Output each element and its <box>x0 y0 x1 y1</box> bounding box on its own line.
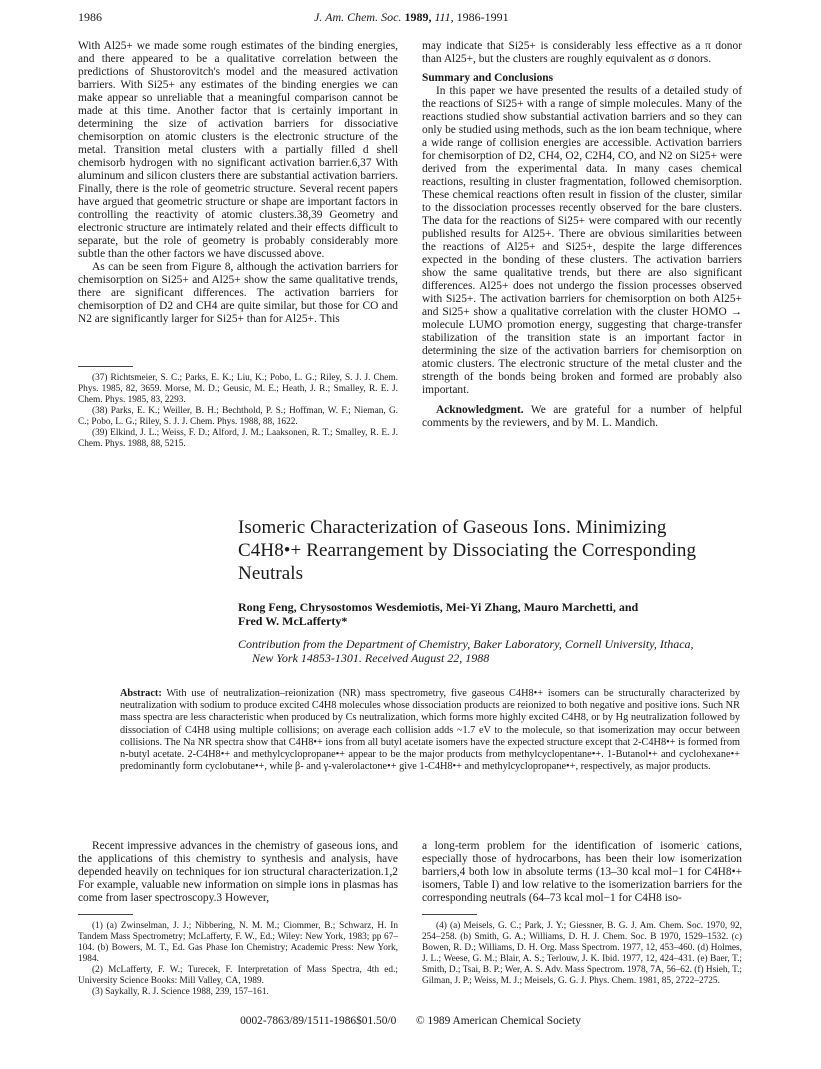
abstract-label: Abstract: <box>120 688 162 699</box>
journal-volume: 111, <box>434 10 454 24</box>
abstract-text: With use of neutralization–reionization (NR) mass spectrometry, five gaseous C4H8•+ isomers can be structurally characterized by neutralization with sodium to produce excited C4H8 molecules whose dissociation products are reionized to both negative and positive ions. Such NR mass spectra are less characteristic when produced by Cs neutralization, which forms more highly excited C4H8, or by Hg neutralization followed by dissociation of C4H8 using multiple collisions; on average each collision adds ~1.7 eV to the molecule, so that isomerization may occur between collisions. The Na NR spectra show that C4H8•+ ions from all butyl acetate isomers have the expected structure except that 2-C4H8•+ is formed from n-butyl acetate. 2-C4H8•+ and methylcyclopropane•+ appear to be the major products from methylcyclopentane•+. 1-Butanol•+ and cyclohexane•+ predominantly form cyclobutane•+, while β- and γ-valerolactone•+ give 1-C4H8•+ and methylcyclopropane•+, respectively, as major products. <box>120 688 740 773</box>
journal-name: J. Am. Chem. Soc. <box>314 10 402 24</box>
authors-line: Fred W. McLafferty* <box>238 614 348 628</box>
contribution <box>238 637 758 665</box>
title-line: C4H8•+ Rearrangement by Dissociating the Corresponding <box>238 540 697 561</box>
section-heading: Summary and Conclusions <box>422 72 554 84</box>
footnote-rule <box>78 366 133 367</box>
left-footnotes <box>78 373 398 450</box>
authors-line: Rong Feng, Chrysostomos Wesdemiotis, Mei-Yi Zhang, Mauro Marchetti, and <box>238 600 639 614</box>
copyright: © 1989 American Chemical Society <box>416 1015 581 1027</box>
body-right-column <box>422 840 742 905</box>
acknowledgment <box>422 404 742 430</box>
footnote: (38) Parks, E. K.; Weiller, B. H.; Bechthold, P. S.; Hoffman, W. F.; Nieman, G. C.; Pobo, L. G.; Riley, S. J. J. Chem. Phys. 1988, 88, 1622. <box>78 406 398 427</box>
body-left-column <box>78 840 398 905</box>
footnote: (3) Saykally, R. J. Science 1988, 239, 157–161. <box>92 987 269 997</box>
article-title <box>238 516 758 585</box>
footnote-rule <box>422 914 477 915</box>
bottom-footnotes-right <box>422 921 742 987</box>
footnote: (37) Richtsmeier, S. C.; Parks, E. K.; Liu, K.; Pobo, L. G.; Riley, S. J. J. Chem. Phys. 1985, 82, 3659. Morse, M. D.; Geusic, M. E.; Heath, J. R.; Smalley, R. E. J. Chem. Phys. 1985, 83, 2293. <box>78 373 398 405</box>
title-line: Isomeric Characterization of Gaseous Ions. Minimizing <box>238 517 667 538</box>
journal-year: 1989, <box>404 10 432 24</box>
contribution-line: Contribution from the Department of Chemistry, Baker Laboratory, Cornell University, Ithaca, <box>238 637 694 651</box>
footnote: (4) (a) Meisels, G. C.; Park, J. Y.; Giessner, B. G. J. Am. Chem. Soc. 1970, 92, 254–258. (b) Smith, G. A.; Williams, D. H. J. Chem. Soc. B 1970, 1529–1532. (c) Bowen, R. D.; Williams, D. H. Org. Mass Spectrom. 1977, 12, 453–460. (d) Holmes, J. L.; Weese, G. M.; Blair, A. S.; Terlouw, J. K. Ibid. 1977, 12, 424–431. (e) Baer, T.; Smith, D.; Tsai, B. P.; Wer, A. S. Adv. Mass Spectrom. 1978, 7A, 56–62. (f) Hsieh, T.; Gilman, J. P.; Weiss, M. J.; Meisels, G. G. J. Phys. Chem. 1981, 85, 2722–2725. <box>422 921 742 986</box>
title-line: Neutrals <box>238 563 304 584</box>
page-number: 1986 <box>78 10 102 24</box>
journal-pages: 1986-1991 <box>456 10 509 24</box>
running-head <box>314 10 509 25</box>
page-footer <box>0 1015 821 1027</box>
paragraph: With Al25+ we made some rough estimates of the binding energies, and there appeared to be a qualitative correlation between the predictions of Shustorovitch's model and the measured activation barriers. With Si25+ any estimates of the binding energies we can make appear so unreliable that a meaningful comparison cannot be made at this time. Another factor that is certainly important in determining the size of activation barriers for dissociative chemisorption on atomic clusters is the electronic structure of the metal. Transition metal clusters with a partially filled d shell chemisorb hydrogen with no significant activation barrier.6,37 With aluminum and silicon clusters there are substantial activation barriers. Finally, there is the role of geometric structure. Several recent papers have argued that geometric structure or shape are important factors in controlling the reactivity of atomic clusters.38,39 Geometry and electronic structure are intimately related and their effects difficult to separate, but the role of geometry is probably considerably more subtle than the other factors we have discussed above. <box>78 40 398 260</box>
issn-code: 0002-7863/89/1511-1986$01.50/0 <box>240 1015 397 1027</box>
bottom-footnotes-left <box>78 921 398 998</box>
paragraph: a long-term problem for the identification of isomeric cations, especially those of hydrocarbons, has been their low isomerization barriers,4 both low in absolute terms (13–30 kcal mol−1 for C4H8•+ isomers, Table I) and low relative to the isomerization barriers for the corresponding neutrals (64–73 kcal mol−1 for C4H8 iso- <box>422 840 742 904</box>
abstract <box>120 688 740 773</box>
acknowledgment-text: We are grateful for a number of helpful comments by the reviewers, and by M. L. Mandich. <box>422 404 742 429</box>
footnote: (1) (a) Zwinselman, J. J.; Nibbering, N. M. M.; Ciommer, B.; Schwarz, H. In Tandem Mass Spectrometry; McLafferty, F. W., Ed.; Wiley: New York, 1983; pp 67–104. (b) Bowers, M. T., Ed. Gas Phase Ion Chemistry; Academic Press: New York, 1984. <box>78 921 398 964</box>
paragraph: As can be seen from Figure 8, although the activation barriers for chemisorption on Si25+ and Al25+ show the same qualitative trends, there are significant differences. The activation barriers for chemisorption of D2 and CH4 are quite similar, but those for CO and N2 are significantly larger for Si25+ than for Al25+. This <box>78 261 398 325</box>
paragraph: Recent impressive advances in the chemistry of gaseous ions, and the applications of this chemistry to synthesis and analysis, have depended heavily on techniques for ion structural characterization.1,2 For example, valuable new information on simple ions in plasmas has come from laser spectroscopy.3 However, <box>78 840 398 904</box>
authors <box>238 600 758 628</box>
contribution-line: New York 14853-1301. Received August 22, 1988 <box>252 651 490 665</box>
footnote: (2) McLafferty, F. W.; Turecek, F. Interpretation of Mass Spectra, 4th ed.; University Science Books: Mill Valley, CA, 1989. <box>78 965 398 986</box>
footnote-rule <box>78 914 133 915</box>
acknowledgment-label: Acknowledgment. <box>436 404 524 416</box>
paragraph: may indicate that Si25+ is considerably less effective as a π donor than Al25+, but the clusters are roughly equivalent as σ donors. <box>422 40 742 65</box>
left-column <box>78 40 398 326</box>
footnote: (39) Elkind, J. L.; Weiss, F. D.; Alford, J. M.; Laaksonen, R. T.; Smalley, R. E. J. Chem. Phys. 1988, 88, 5215. <box>78 428 398 449</box>
right-column <box>422 40 742 430</box>
paragraph: In this paper we have presented the results of a detailed study of the reactions of Si25+ with a range of simple molecules. Many of the reactions studied show substantial activation barriers and so they can only be studied using methods, such as the ion beam technique, where a wide range of collision energies are accessible. Activation barriers for chemisorption of D2, CH4, O2, C2H4, CO, and N2 on Si25+ were derived from the experimental data. In many cases chemical reactions, resulting in cluster fragmentation, followed chemisorption. These chemical reactions often result in fission of the cluster, similar to the dissociation processes recently observed for the bare clusters. The data for the reactions of Si25+ were compared with our recently published results for Al25+. There are obvious similarities between the reactions of Al25+ and Si25+, despite the large differences expected in the bonding of these clusters. The activation barriers show the same qualitative trends, but there are also significant differences. Al25+ does not undergo the fission processes observed with Si25+. The activation barriers for chemisorption on both Al25+ and Si25+ show a qualitative correlation with the cluster HOMO → molecule LUMO promotion energy, suggesting that charge-transfer stabilization of the transition state is an important factor in determining the size of the activation barriers for chemisorption on atomic clusters. The electronic structure of the metal cluster and the strength of the bonds being broken and formed are probably also important. <box>422 85 742 396</box>
